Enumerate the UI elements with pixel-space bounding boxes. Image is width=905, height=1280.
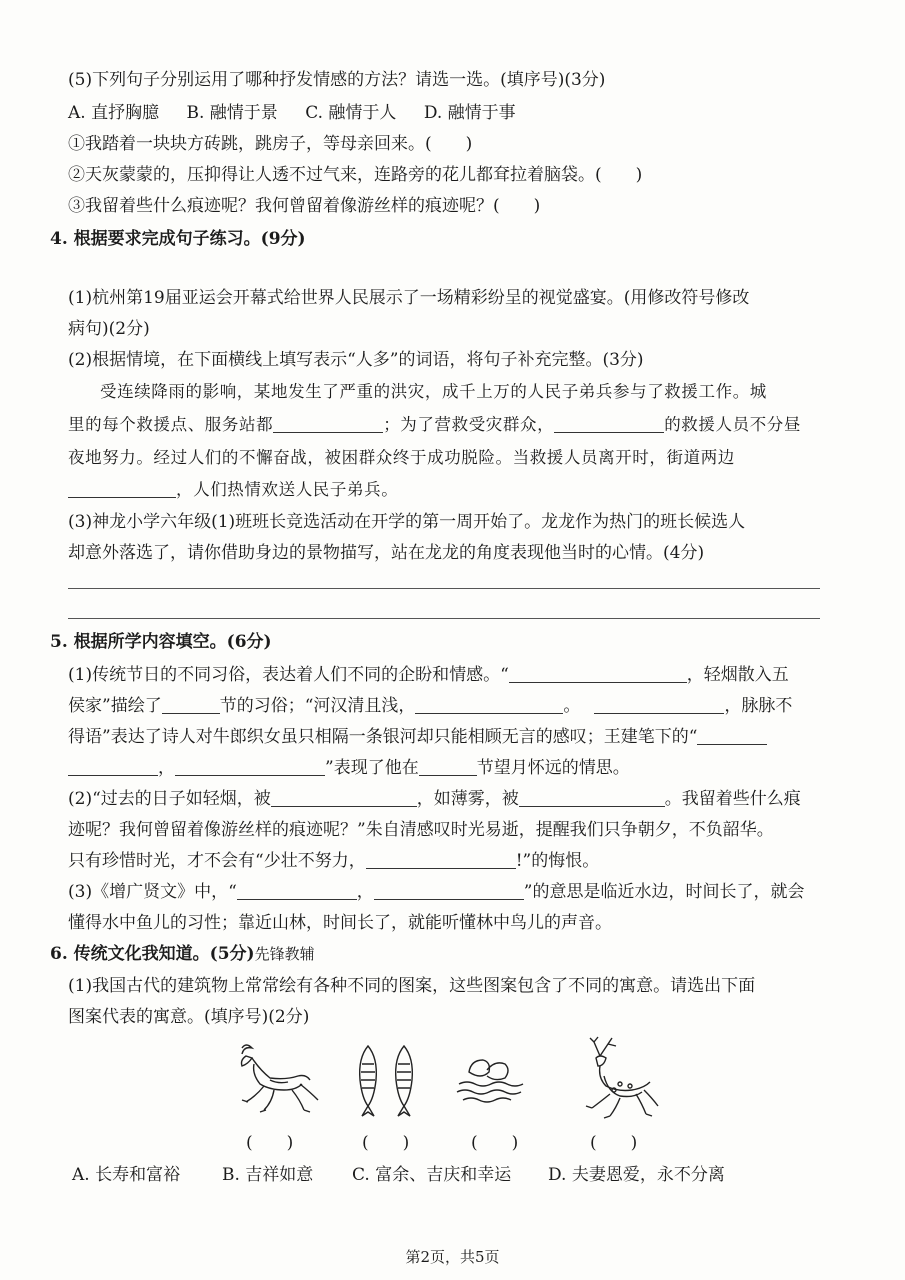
q5-text: (3)《增广贤文》中，“ [68, 882, 237, 902]
q6-p1-line2: 图案代表的寓意。(填序号)(2分) [68, 1007, 310, 1027]
q5-text: ， [356, 882, 374, 902]
q5-text: 。我留着些什么痕 [664, 789, 801, 809]
q5-text: 只有珍惜时光，才不会有“少壮不努力， [68, 851, 366, 871]
q5-title: 5. 根据所学内容填空。(6分) [50, 632, 272, 652]
q4-p1-line2: 病句)(2分) [68, 319, 150, 339]
q4-p3-line2: 却意外落选了，请你借助身边的景物描写，站在龙龙的角度表现他当时的心情。(4分) [68, 543, 705, 563]
q6-option-a: A. 长寿和富裕 [72, 1165, 181, 1185]
answer-paren-3[interactable]: ( ) [471, 1133, 519, 1153]
q5-text: 侯家”描绘了 [68, 696, 162, 716]
q6-option-d: D. 夫妻恩爱，永不分离 [548, 1165, 725, 1185]
q5-text: ”的意思是临近水边，时间长了，就会 [523, 882, 805, 902]
q4-p3-line1: (3)神龙小学六年级(1)班班长竞选活动在开学的第一周开始了。龙龙作为热门的班长候选人 [68, 512, 746, 532]
q6-title: 6. 传统文化我知道。(5分) [50, 944, 255, 964]
answer-line-1[interactable] [68, 588, 820, 589]
q6-tag: 先锋教辅 [254, 945, 315, 963]
answer-blank[interactable] [554, 414, 664, 433]
answer-blank[interactable] [271, 788, 417, 807]
q4-p2-line4 [68, 476, 398, 504]
q3-5-item-1[interactable]: ①我踏着一块块方砖跳，跳房子，等母亲回来。( ) [68, 134, 473, 154]
q5-p1-line2 [68, 692, 792, 720]
answer-blank[interactable] [237, 881, 357, 900]
answer-blank[interactable] [419, 757, 477, 776]
q5-p1-line1 [68, 661, 789, 689]
q5-p1-line3 [68, 723, 767, 751]
q5-text: 得语”表达了诗人对牛郎织女虽只相隔一条银河却只能相顾无言的感叹；王建笔下的“ [68, 727, 698, 747]
q5-p1-line4 [68, 754, 630, 782]
answer-blank[interactable] [594, 695, 724, 714]
q4-p2-line3: 夜地努力。经过人们的不懈奋战，被困群众终于成功脱险。当救援人员离开时，街道两边 [68, 448, 735, 467]
q5-text: ，轻烟散入五 [686, 665, 789, 685]
option-c: C. 融情于人 [305, 103, 397, 123]
answer-blank[interactable] [697, 726, 767, 745]
answer-blank[interactable] [374, 881, 524, 900]
q5-text: 节望月怀远的情思。 [476, 758, 630, 778]
q6-option-c: C. 富余、吉庆和幸运 [352, 1165, 512, 1185]
q6-title-row [50, 940, 315, 968]
answer-blank[interactable] [509, 664, 687, 683]
q3-5-item-2[interactable]: ②天灰蒙蒙的，压抑得让人透不过气来，连路旁的花儿都耷拉着脑袋。( ) [68, 165, 643, 185]
deer-picture [570, 1036, 660, 1124]
q6-p1-line1: (1)我国古代的建筑物上常常绘有各种不同的图案，这些图案包含了不同的寓意。请选出下面 [68, 976, 756, 996]
q4-title: 4. 根据要求完成句子练习。(9分) [50, 229, 306, 249]
q5-text: ”表现了他在 [325, 758, 419, 778]
q5-text: 。 [563, 696, 581, 716]
answer-blank[interactable] [162, 695, 220, 714]
answer-blank[interactable] [273, 414, 383, 433]
q3-5-options [68, 99, 516, 127]
answer-paren-2[interactable]: ( ) [362, 1133, 410, 1153]
q6-option-b: B. 吉祥如意 [222, 1165, 314, 1185]
q5-text: (2)“过去的日子如轻烟，被 [68, 789, 271, 809]
answer-paren-1[interactable]: ( ) [246, 1133, 294, 1153]
q3-5-item-3[interactable]: ③我留着些什么痕迹呢？我何曾留着像游丝样的痕迹呢？( ) [68, 196, 541, 216]
answer-blank[interactable] [175, 757, 325, 776]
answer-blank[interactable] [68, 479, 176, 498]
q5-text: !”的悔恨。 [515, 851, 600, 871]
q3-5-title: (5)下列句子分别运用了哪种抒发情感的方法？请选一选。(填序号)(3分) [68, 70, 606, 90]
q4-p2-seg-c: 的救援人员不分昼 [664, 415, 802, 434]
answer-line-2[interactable] [68, 618, 820, 619]
q4-p2-line2 [68, 411, 801, 439]
q4-p2-line1: 受连续降雨的影响，某地发生了严重的洪灾，成千上万的人民子弟兵参与了救援工作。城 [100, 382, 767, 401]
q5-p2-line1 [68, 785, 801, 813]
q5-p2-line2: 迹呢？我何曾留着像游丝样的痕迹呢？”朱自清感叹时光易逝，提醒我们只争朝夕，不负韶华。 [68, 820, 774, 840]
goat-picture [230, 1040, 320, 1122]
q5-text: ，脉脉不 [724, 696, 793, 716]
fish-pair-picture [352, 1040, 422, 1122]
option-d: D. 融情于事 [423, 103, 516, 123]
answer-blank[interactable] [519, 788, 665, 807]
option-b: B. 融情于景 [186, 103, 278, 123]
q4-p1-line1[interactable]: (1)杭州第19届亚运会开幕式给世界人民展示了一场精彩纷呈的视觉盛宴。(用修改符号修改 [68, 288, 750, 308]
q4-p2-seg-d: ，人们热情欢送人民子弟兵。 [176, 480, 399, 499]
page-footer: 第2页，共5页 [405, 1248, 500, 1266]
q4-p2-seg-a: 里的每个救援点、服务站都 [68, 415, 274, 434]
q5-p3-line2: 懂得水中鱼儿的习性；靠近山林，时间长了，就能听懂林中鸟儿的声音。 [68, 913, 612, 933]
q5-p3-line1 [68, 878, 804, 906]
answer-blank[interactable] [415, 695, 563, 714]
mandarin-ducks-picture [455, 1048, 525, 1108]
q5-text: ，如薄雾，被 [416, 789, 519, 809]
q5-text: ， [158, 758, 175, 778]
option-a: A. 直抒胸臆 [68, 103, 160, 123]
q5-p2-line3 [68, 847, 599, 875]
q4-p2-seg-b: ；为了营救受灾群众， [383, 415, 555, 434]
answer-blank[interactable] [366, 850, 516, 869]
q5-text: 节的习俗；“河汉清且浅， [219, 696, 416, 716]
q5-text: (1)传统节日的不同习俗，表达着人们不同的企盼和情感。“ [68, 665, 509, 685]
answer-blank[interactable] [68, 757, 158, 776]
answer-paren-4[interactable]: ( ) [590, 1133, 638, 1153]
q4-p2-title: (2)根据情境，在下面横线上填写表示“人多”的词语，将句子补充完整。(3分) [68, 350, 644, 370]
